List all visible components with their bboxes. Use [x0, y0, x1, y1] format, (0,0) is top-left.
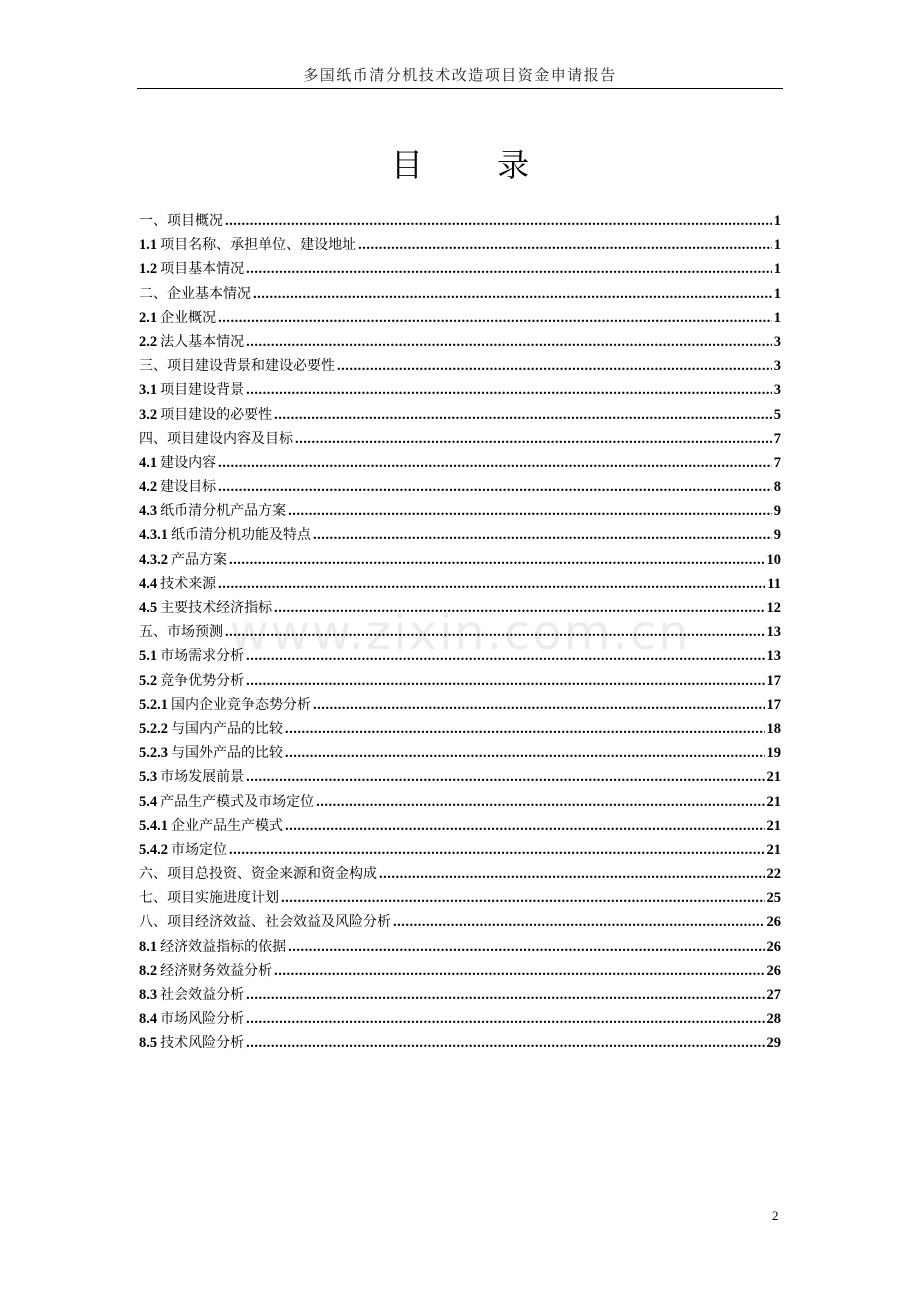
toc-entry[interactable]: [139, 451, 781, 475]
toc-entry[interactable]: [139, 717, 781, 741]
toc-entry-page: 13: [766, 648, 781, 665]
toc-entry-title: 主要技术经济指标: [160, 600, 273, 616]
toc-entry-number: 5.4.1: [139, 817, 168, 834]
toc-entry-page: 3: [773, 382, 781, 399]
toc-entry-page: 25: [766, 890, 781, 907]
toc-dot-leader: [393, 910, 765, 934]
toc-entry-title: 项目建设的必要性: [160, 406, 273, 423]
toc-entry-title: 纸币清分机功能及特点: [171, 527, 311, 544]
toc-entry-page: 21: [766, 769, 781, 786]
toc-entry-page: 3: [773, 358, 781, 375]
toc-dot-leader: [281, 886, 765, 910]
toc-dot-leader: [229, 838, 765, 862]
watermark: www.zixin.com.cn: [229, 605, 691, 661]
toc-entry-page: 9: [773, 527, 781, 544]
toc-dot-leader: [337, 354, 772, 378]
toc-entry[interactable]: [139, 233, 781, 257]
toc-entry[interactable]: [139, 959, 781, 983]
toc-entry-number: 4.3.2: [139, 551, 168, 568]
toc-entry-page: 18: [766, 720, 781, 737]
toc-entry-title: 社会效益分析: [160, 987, 245, 1003]
toc-entry-number: 1.1: [139, 237, 158, 254]
toc-dot-leader: [274, 959, 764, 983]
toc-dot-leader: [379, 862, 765, 886]
toc-entry-page: 7: [773, 454, 781, 471]
toc-entry-title: 六、项目总投资、资金来源和资金构成: [139, 866, 377, 883]
toc-entry-page: 10: [766, 551, 781, 568]
toc-entry-title: 三、项目建设背景和建设必要性: [139, 358, 335, 375]
toc-entry-page: 22: [766, 866, 781, 883]
toc-entry[interactable]: [139, 741, 781, 765]
toc-dot-leader: [246, 669, 764, 693]
toc-entry[interactable]: [139, 1007, 781, 1031]
toc-dot-leader: [316, 790, 764, 814]
running-header: 多国纸币清分机技术改造项目资金申请报告: [303, 66, 617, 84]
toc-entry[interactable]: [139, 644, 781, 668]
toc-entry-page: 7: [773, 430, 781, 447]
toc-entry-number: 5.2.1: [139, 696, 168, 713]
toc-entry-title: 产品生产模式及市场定位: [160, 793, 315, 810]
toc-entry-page: 1: [773, 285, 781, 302]
toc-entry-page: 19: [766, 745, 781, 762]
toc-entry[interactable]: [139, 330, 781, 354]
toc-entry-number: 5.4: [139, 793, 158, 810]
toc-entry-number: 4.4: [139, 575, 158, 592]
toc-entry-number: 4.3: [139, 503, 158, 520]
toc-entry-page: 11: [767, 575, 781, 592]
toc-entry-title: 法人基本情况: [160, 333, 245, 350]
toc-entry-page: 1: [773, 237, 781, 254]
toc-entry[interactable]: [139, 475, 781, 499]
toc-entry-title: 项目建设背景: [160, 382, 245, 399]
toc-dot-leader: [295, 427, 772, 451]
toc-entry-title: 八、项目经济效益、社会效益及风险分析: [139, 914, 391, 931]
toc-entry-number: 1.2: [139, 261, 158, 278]
toc-dot-leader: [246, 378, 772, 402]
toc-entry[interactable]: [139, 306, 781, 330]
toc-entry[interactable]: [139, 669, 781, 693]
toc-entry-title: 经济财务效益分析: [160, 962, 273, 979]
toc-entry-page: 12: [766, 600, 781, 616]
toc-entry-number: 4.1: [139, 454, 158, 471]
toc-entry[interactable]: [139, 596, 781, 620]
toc-entry-page: 26: [766, 938, 781, 955]
toc-entry-number: 5.2.3: [139, 745, 168, 762]
toc-entry-page: 21: [766, 841, 781, 858]
toc-entry-title: 技术来源: [160, 575, 217, 592]
toc-dot-leader: [246, 1007, 764, 1031]
toc-dot-leader: [253, 282, 772, 306]
header-rule: [137, 88, 783, 89]
toc-dot-leader: [229, 548, 765, 572]
toc-entry-page: 17: [766, 696, 781, 713]
toc-entry-number: 8.2: [139, 962, 158, 979]
toc-entry-page: 1: [773, 309, 781, 326]
toc-entry-page: 5: [773, 406, 781, 423]
toc-dot-leader: [285, 717, 765, 741]
toc-entry[interactable]: [139, 403, 781, 427]
toc-entry-title: 国内企业竞争态势分析: [171, 696, 311, 713]
toc-entry-page: 8: [773, 479, 781, 496]
toc-entry-page: 21: [766, 793, 781, 810]
toc-entry-page: 26: [766, 962, 781, 979]
toc-entry-title: 市场发展前景: [160, 769, 245, 786]
toc-entry[interactable]: [139, 427, 781, 451]
toc-entry-number: 4.2: [139, 479, 158, 496]
toc-dot-leader: [218, 451, 772, 475]
toc-entry-title: 企业产品生产模式: [171, 817, 283, 834]
toc-entry-number: 2.1: [139, 309, 158, 326]
toc-entry-number: 3.1: [139, 382, 158, 399]
toc-entry-title: 与国内产品的比较: [171, 720, 283, 737]
toc-dot-leader: [313, 523, 772, 547]
toc-entry-number: 3.2: [139, 406, 158, 423]
toc-entry-page: 1: [773, 213, 781, 229]
toc-entry-number: 5.3: [139, 769, 158, 786]
toc-entry[interactable]: [139, 378, 781, 402]
toc-entry-number: 8.3: [139, 987, 158, 1003]
toc-entry[interactable]: [139, 523, 781, 547]
toc-entry[interactable]: [139, 838, 781, 862]
toc-entry-title: 项目名称、承担单位、建设地址: [160, 237, 357, 254]
toc-dot-leader: [285, 814, 765, 838]
toc-entry-page: 17: [766, 672, 781, 689]
toc-entry-page: 27: [766, 987, 781, 1003]
toc-entry-title: 市场定位: [171, 841, 227, 858]
toc-dot-leader: [246, 765, 764, 789]
toc-entry[interactable]: [139, 983, 781, 1007]
page-number: 2: [772, 1208, 779, 1223]
toc-entry-title: 建设内容: [160, 454, 217, 471]
toc-entry-page: 26: [766, 914, 781, 931]
toc-entry-title: 与国外产品的比较: [171, 745, 283, 762]
toc-entry[interactable]: [139, 548, 781, 572]
toc-dot-leader: [246, 644, 764, 668]
toc-dot-leader: [288, 935, 764, 959]
toc-entry-page: 13: [766, 624, 781, 641]
toc-dot-leader: [313, 693, 765, 717]
toc-entry[interactable]: [139, 620, 781, 644]
toc-entry[interactable]: [139, 209, 781, 233]
toc-dot-leader: [246, 330, 772, 354]
toc-dot-leader: [246, 1031, 764, 1055]
toc-entry[interactable]: [139, 910, 781, 934]
toc-entry-title: 五、市场预测: [139, 624, 223, 641]
toc-dot-leader: [218, 306, 772, 330]
toc-entry-title: 七、项目实施进度计划: [139, 890, 279, 907]
toc-entry-number: 5.1: [139, 648, 158, 665]
toc-entry-page: 3: [773, 333, 781, 350]
toc-dot-leader: [274, 403, 772, 427]
toc-entry[interactable]: [139, 499, 781, 523]
toc-dot-leader: [225, 620, 765, 644]
toc-dot-leader: [218, 475, 772, 499]
toc-entry-number: 4.5: [139, 600, 158, 616]
toc-entry[interactable]: [139, 257, 781, 281]
toc-dot-leader: [246, 983, 764, 1007]
toc-entry-title: 竞争优势分析: [160, 672, 245, 689]
toc-entry-number: 8.5: [139, 1035, 158, 1052]
toc-entry-title: 建设目标: [160, 479, 217, 496]
toc-dot-leader: [218, 572, 765, 596]
toc-entry-title: 二、企业基本情况: [139, 285, 251, 302]
toc-entry-page: 28: [766, 1011, 781, 1028]
toc-dot-leader: [358, 233, 772, 257]
toc-dot-leader: [246, 257, 772, 281]
toc-entry-number: 4.3.1: [139, 527, 168, 544]
toc-entry-page: 1: [773, 261, 781, 278]
toc-entry[interactable]: [139, 282, 781, 306]
toc-entry[interactable]: [139, 765, 781, 789]
toc-dot-leader: [285, 741, 765, 765]
toc-entry-page: 21: [766, 817, 781, 834]
toc-entry-page: 29: [766, 1035, 781, 1052]
toc-entry-title: 四、项目建设内容及目标: [139, 430, 293, 447]
toc-entry-title: 技术风险分析: [160, 1035, 245, 1052]
toc-entry[interactable]: [139, 572, 781, 596]
toc-entry[interactable]: [139, 935, 781, 959]
toc-entry[interactable]: [139, 790, 781, 814]
toc-dot-leader: [288, 499, 772, 523]
toc-entry-page: 9: [773, 503, 781, 520]
toc-entry-title: 项目基本情况: [160, 261, 245, 278]
toc-entry[interactable]: [139, 862, 781, 886]
toc-entry[interactable]: [139, 886, 781, 910]
toc-entry[interactable]: [139, 693, 781, 717]
toc-entry-title: 纸币清分机产品方案: [160, 503, 287, 520]
toc-entry-title: 经济效益指标的依据: [160, 938, 287, 955]
toc-entry-number: 5.2: [139, 672, 158, 689]
toc-entry-number: 2.2: [139, 333, 158, 350]
toc-entry-number: 8.4: [139, 1011, 158, 1028]
toc-entry-title: 市场需求分析: [160, 648, 245, 665]
toc-entry-title: 企业概况: [160, 309, 217, 326]
toc-entry-title: 市场风险分析: [160, 1011, 245, 1028]
toc-entry-number: 5.4.2: [139, 841, 168, 858]
table-of-contents: [139, 209, 781, 1056]
toc-entry-number: 8.1: [139, 938, 158, 955]
toc-entry[interactable]: [139, 814, 781, 838]
toc-dot-leader: [274, 596, 764, 620]
toc-entry-title: 产品方案: [171, 551, 227, 568]
toc-entry-title: 一、项目概况: [139, 213, 223, 229]
toc-dot-leader: [225, 209, 772, 233]
toc-entry[interactable]: [139, 1031, 781, 1055]
toc-entry-number: 5.2.2: [139, 720, 168, 737]
page-title: 目 录: [390, 146, 562, 184]
toc-entry[interactable]: [139, 354, 781, 378]
